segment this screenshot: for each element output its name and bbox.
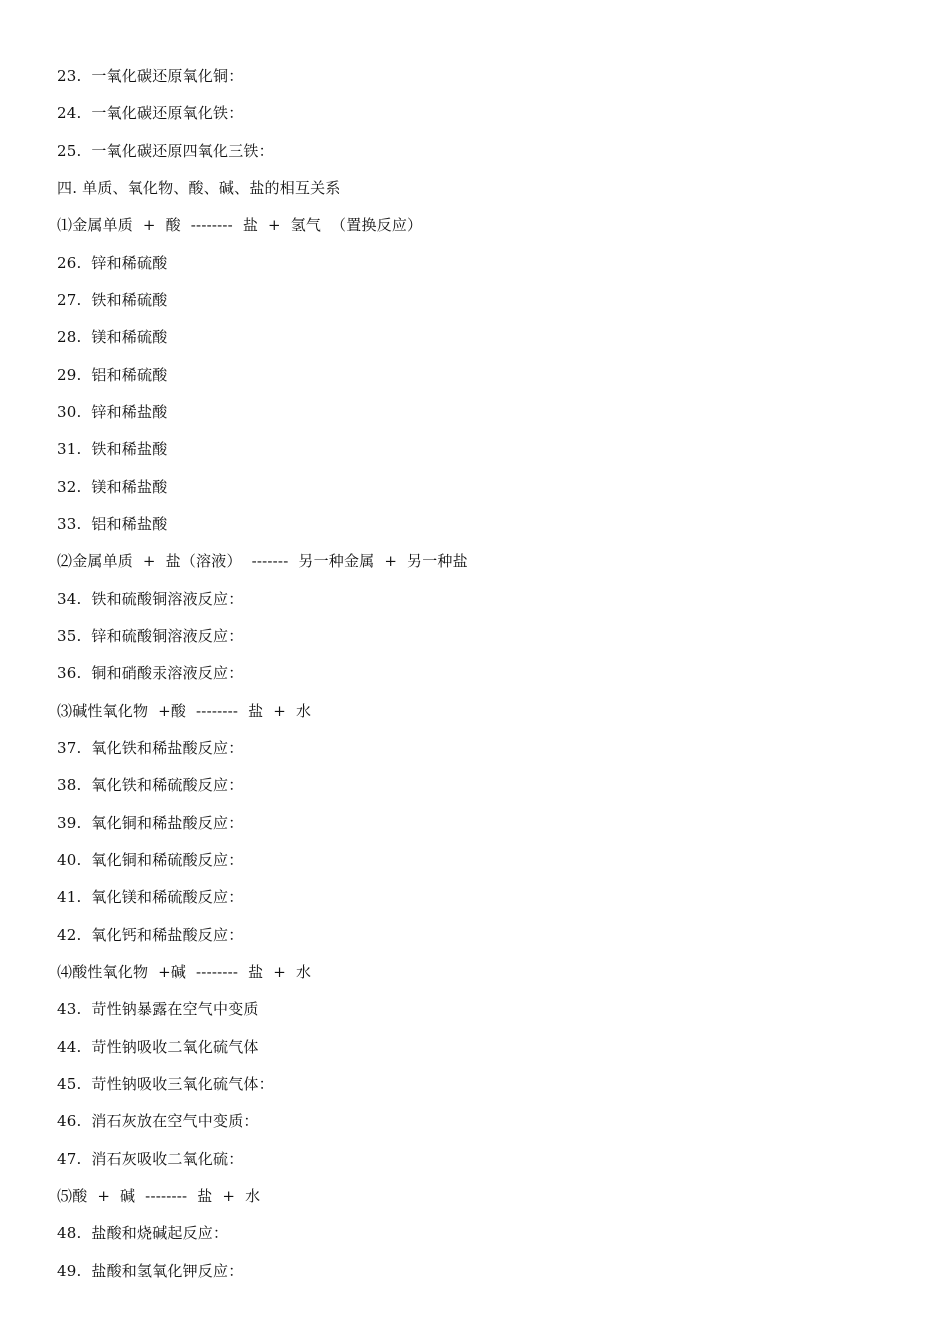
equation-item-27: 27. 铁和稀硫酸 bbox=[57, 291, 168, 309]
equation-item-33: 33. 铝和稀盐酸 bbox=[57, 515, 168, 533]
equation-item-30: 30. 锌和稀盐酸 bbox=[57, 403, 168, 421]
equation-item-24: 24. 一氧化碳还原氧化铁： bbox=[57, 104, 244, 122]
equation-item-37: 37. 氧化铁和稀盐酸反应： bbox=[57, 739, 244, 757]
subsection-heading-2: ⑵金属单质 + 盐（溶液） ------- 另一种金属 + 另一种盐 bbox=[57, 552, 468, 570]
equation-item-38: 38. 氧化铁和稀硫酸反应： bbox=[57, 776, 244, 794]
equation-item-31: 31. 铁和稀盐酸 bbox=[57, 440, 168, 458]
equation-item-34: 34. 铁和硫酸铜溶液反应： bbox=[57, 590, 244, 608]
equation-item-47: 47. 消石灰吸收二氧化硫： bbox=[57, 1150, 244, 1168]
equation-item-32: 32. 镁和稀盐酸 bbox=[57, 478, 168, 496]
equation-item-45: 45. 苛性钠吸收三氧化硫气体： bbox=[57, 1075, 274, 1093]
equation-item-46: 46. 消石灰放在空气中变质： bbox=[57, 1112, 259, 1130]
subsection-heading-3: ⑶碱性氧化物 +酸 -------- 盐 + 水 bbox=[57, 702, 312, 720]
subsection-heading-5: ⑸酸 + 碱 -------- 盐 + 水 bbox=[57, 1187, 261, 1205]
equation-item-40: 40. 氧化铜和稀硫酸反应： bbox=[57, 851, 244, 869]
subsection-heading-1: ⑴金属单质 + 酸 -------- 盐 + 氢气 （置换反应） bbox=[57, 216, 423, 234]
equation-item-41: 41. 氧化镁和稀硫酸反应： bbox=[57, 888, 244, 906]
equation-item-35: 35. 锌和硫酸铜溶液反应： bbox=[57, 627, 244, 645]
equation-item-42: 42. 氧化钙和稀盐酸反应： bbox=[57, 926, 244, 944]
equation-item-48: 48. 盐酸和烧碱起反应： bbox=[57, 1224, 229, 1242]
equation-item-39: 39. 氧化铜和稀盐酸反应： bbox=[57, 814, 244, 832]
section-heading-4: 四. 单质、氧化物、酸、碱、盐的相互关系 bbox=[57, 179, 341, 197]
equation-item-44: 44. 苛性钠吸收二氧化硫气体 bbox=[57, 1038, 259, 1056]
equation-item-43: 43. 苛性钠暴露在空气中变质 bbox=[57, 1000, 259, 1018]
subsection-heading-4: ⑷酸性氧化物 +碱 -------- 盐 + 水 bbox=[57, 963, 312, 981]
equation-item-28: 28. 镁和稀硫酸 bbox=[57, 328, 168, 346]
equation-item-29: 29. 铝和稀硫酸 bbox=[57, 366, 168, 384]
equation-item-25: 25. 一氧化碳还原四氧化三铁： bbox=[57, 142, 274, 160]
equation-item-26: 26. 锌和稀硫酸 bbox=[57, 254, 168, 272]
equation-item-49: 49. 盐酸和氢氧化钾反应： bbox=[57, 1262, 244, 1280]
equation-item-36: 36. 铜和硝酸汞溶液反应： bbox=[57, 664, 244, 682]
equation-item-23: 23. 一氧化碳还原氧化铜： bbox=[57, 67, 244, 85]
